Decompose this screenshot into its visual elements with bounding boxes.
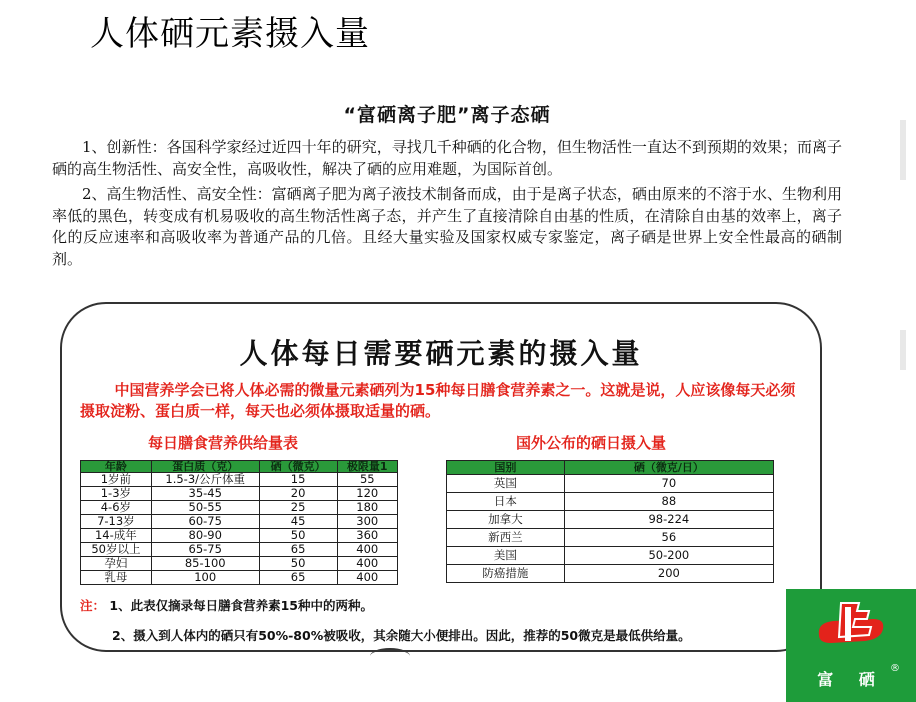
cell: 360	[337, 529, 397, 543]
cell: 美国	[447, 547, 565, 565]
note-lead: 注：	[80, 598, 106, 613]
cell: 60-75	[151, 515, 259, 529]
table-row	[81, 543, 398, 557]
slide-title: 人体硒元素摄入量	[90, 14, 370, 54]
cell: 50	[259, 557, 337, 571]
cell: 100	[151, 571, 259, 585]
table-header-row	[447, 461, 774, 475]
article-title: “富硒离子肥”离子态硒	[343, 104, 551, 126]
cell: 70	[564, 475, 773, 493]
cell: 1-3岁	[81, 487, 152, 501]
note-2: 2、摄入到人体内的硒只有50%-80%被吸收，其余随大小便排出。因此，推荐的50微克是最低供给量。	[112, 628, 691, 643]
table2-caption: 国外公布的硒日摄入量	[516, 434, 667, 452]
paragraph-bioactivity: 2、高生物活性、高安全性：富硒离子肥为离子液技术制备而成，由于是离子状态，硒由原来的不溶于水、生物利用率低的黑色，转变成有机易吸收的高生物活性离子态，并产生了直接清除自由基的性质，在清除自由基的效率上，离子化的反应速率和高吸收率为普通产品的几倍。且经大量实验及国家权威专家鉴定，离子硒是世界上安全性最高的硒制剂。	[52, 185, 842, 268]
cell: 50岁以上	[81, 543, 152, 557]
table-header-row	[81, 461, 398, 473]
cell: 20	[259, 487, 337, 501]
cell: 85-100	[151, 557, 259, 571]
cell: 65-75	[151, 543, 259, 557]
cell: 防癌措施	[447, 565, 565, 583]
panel-intro: 中国营养学会已将人体必需的微量元素硒列为15种每日膳食营养素之一。这就是说，人应该像每天必须摄取淀粉、蛋白质一样，每天也必须体摄取适量的硒。	[80, 381, 796, 420]
cell: 400	[337, 571, 397, 585]
note-1-text: 1、此表仅摘录每日膳食营养素15种中的两种。	[109, 598, 373, 613]
cell: 98-224	[564, 511, 773, 529]
cell: 45	[259, 515, 337, 529]
cell: 400	[337, 543, 397, 557]
table1-caption: 每日膳食营养供给量表	[148, 434, 299, 452]
header-protein: 蛋白质（克）	[151, 461, 259, 473]
brand-logo	[786, 589, 916, 702]
cell: 400	[337, 557, 397, 571]
table-row	[81, 557, 398, 571]
brand-name: 富 硒	[817, 670, 885, 689]
cell: 55	[337, 473, 397, 487]
cell: 日本	[447, 493, 565, 511]
table-row	[81, 529, 398, 543]
table-row	[81, 501, 398, 515]
table-row	[81, 473, 398, 487]
cell: 35-45	[151, 487, 259, 501]
table-row	[81, 515, 398, 529]
registered-mark: ®	[890, 663, 900, 674]
cell: 4-6岁	[81, 501, 152, 515]
cell: 65	[259, 571, 337, 585]
cell: 1.5-3/公斤体重	[151, 473, 259, 487]
cell: 7-13岁	[81, 515, 152, 529]
cell: 50-200	[564, 547, 773, 565]
article	[52, 100, 842, 274]
cell: 英国	[447, 475, 565, 493]
table-row	[447, 565, 774, 583]
cell: 孕妇	[81, 557, 152, 571]
header-age: 年龄	[81, 461, 152, 473]
header-selenium-daily: 硒（微克/日）	[564, 461, 773, 475]
table-row	[81, 487, 398, 501]
cell: 200	[564, 565, 773, 583]
table-row	[447, 529, 774, 547]
brand-mark-icon	[811, 597, 891, 657]
cell: 88	[564, 493, 773, 511]
cell: 15	[259, 473, 337, 487]
cell: 乳母	[81, 571, 152, 585]
cell: 180	[337, 501, 397, 515]
table-row	[447, 475, 774, 493]
cell: 加拿大	[447, 511, 565, 529]
cell: 25	[259, 501, 337, 515]
edge-artifact	[900, 330, 906, 370]
panel-edge-fragment	[370, 648, 410, 664]
cell: 新西兰	[447, 529, 565, 547]
table-row	[81, 571, 398, 585]
cell: 120	[337, 487, 397, 501]
edge-artifact	[900, 120, 906, 180]
cell: 65	[259, 543, 337, 557]
header-limit: 极限量1	[337, 461, 397, 473]
table-row	[447, 511, 774, 529]
cell: 56	[564, 529, 773, 547]
panel-title: 人体每日需要硒元素的摄入量	[239, 337, 643, 370]
cell: 1岁前	[81, 473, 152, 487]
header-country: 国别	[447, 461, 565, 475]
header-selenium: 硒（微克）	[259, 461, 337, 473]
note-1	[80, 596, 373, 614]
cell: 300	[337, 515, 397, 529]
cell: 50	[259, 529, 337, 543]
intake-panel	[60, 302, 822, 652]
foreign-intake-table	[446, 460, 774, 583]
table-row	[447, 493, 774, 511]
cell: 50-55	[151, 501, 259, 515]
table-row	[447, 547, 774, 565]
paragraph-innovation: 1、创新性：各国科学家经过近四十年的研究，寻找几千种硒的化合物，但生物活性一直达不到预期的效果；而离子硒的高生物活性、高安全性，高吸收性，解决了硒的应用难题，为国际首创。	[52, 138, 842, 178]
cell: 80-90	[151, 529, 259, 543]
cell: 14-成年	[81, 529, 152, 543]
daily-nutrition-table	[80, 460, 398, 585]
